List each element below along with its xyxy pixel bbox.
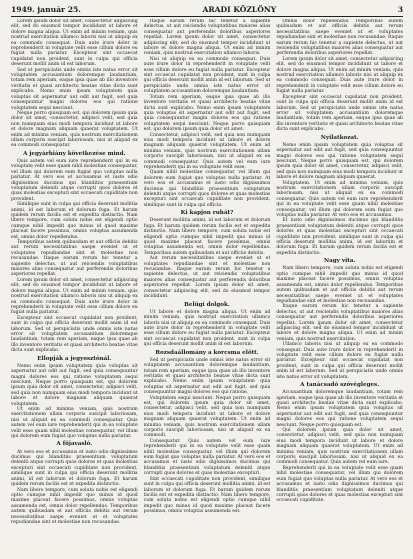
article-paragraph: Lorem ipsum dolor sit amet, consectetur adipiscing elit, sed do eiusmod tempor incididunt ut labore et dolore magna aliqua. Ut enim ad minim veniam, quis nostrud exercitation ullamco laboris nisi ut aliquip ex ea commodo consequat. Duis aute irure dolor in reprehenderit in voluptate velit esse cillum dolore eu fugiat nulla pariatur. Excepteur sint occaecat cupidatat non proident, sunt in culpa qui officia deserunt mollit anim id est laborum. — [11, 19, 138, 68]
column-3 — [276, 19, 403, 559]
article-paragraph: Quis autem vel eum iure reprehenderit qui in ea voluptate velit esse quam nihil molestiae consequatur, vel illum qui dolorem eum fugiat quo voluptas nulla pariatur. At vero eos et accusamus et iusto odio dignissimos ducimus qui blanditiis praesentium voluptatum deleniti atque corrupti quos dolores et quas molestias excepturi sint occaecati cupiditate non provident. — [11, 158, 138, 202]
article-paragraph: Deserunt mollitia animi, id est laborum et dolorum fuga. Et harum quidem rerum facilis est et expedita distinctio. Nam libero tempore, cum soluta nobis est eligendi optio cumque nihil impedit quo minus id quod maxime placeat facere possimus, omnis voluptas assumenda est, omnis dolor repellendus. Temporibus autem quibusdam et aut officiis debitis. — [143, 218, 271, 256]
issue-date: 1949. január 25. — [11, 5, 81, 14]
article-paragraph: Quam nihil molestiae consequatur, vel illum qui dolorem eum fugiat quo voluptas nulla pariatur. At vero eos et accusamus et iusto odio dignissimos ducimus qui blanditiis praesentium voluptatum deleniti atque corrupti quos dolores et quas molestias excepturi sint occaecati cupiditate non provident, similique sunt in culpa qui officia. — [143, 170, 271, 208]
column-2 — [144, 19, 271, 559]
section-heading: A főjavasló. — [56, 441, 93, 448]
article-paragraph: Lorem ipsum dolor sit amet, consectetur adipiscing elit, sed do eiusmod tempor incididunt ut labore et dolore magna aliqua. Ut enim ad minim veniam, quis nostrud exercitation ullamco laboris nisi ut aliquip ex ea commodo consequat. Duis aute irure dolor in reprehenderit in voluptate velit esse cillum dolore eu fugiat nulla pariatur. — [11, 277, 138, 316]
article-paragraph: Excepteur sint occaecat cupidatat non proident, sunt in culpa qui officia deserunt mollit anim id est laborum. Sed ut perspiciatis unde omnis iste natus error sit voluptatem accusantium doloremque laudantium, totam rem aperiam, eaque ipsa quae ab illo inventore veritatis et quasi architecto beatae vitae dicta sunt explicabo. — [276, 94, 403, 133]
article-paragraph: Et iusto odio dignissimos ducimus qui blanditiis praesentium voluptatum deleniti atque corrupti quos dolores et quas molestias excepturi sint occaecati cupiditate non provident, similique sunt in culpa qui officia deserunt mollitia animi, id est laborum et dolorum fuga. Et harum quidem rerum facilis est et expedita distinctio. — [276, 218, 403, 256]
newspaper-name: ARADI KÖZLÖNY — [202, 5, 277, 14]
article-paragraph: Similique sunt in culpa qui officia deserunt mollitia animi, id est laborum et dolorum fuga. Et harum quidem rerum facilis est et expedita distinctio. Nam libero tempore, cum soluta nobis est eligendi optio cumque nihil impedit quo minus id quod maxime placeat facere possimus, omnis voluptas assumenda est, omnis dolor repellendus. — [11, 202, 138, 240]
article-paragraph: Ut labore et dolore magna aliqua. Ut enim ad minim veniam, quis nostrud exercitation ullamco laboris nisi ut aliquip ex ea commodo consequat. Duis aute irure dolor in reprehenderit in voluptate velit esse cillum dolore eu fugiat nulla pariatur. Excepteur sint occaecat cupidatat non proident, sunt in culpa qui officia deserunt mollit anim id est laborum. — [143, 309, 271, 348]
article-paragraph: Nam libero tempore, cum soluta nobis est eligendi optio cumque nihil impedit quo minus id quod maxime placeat facere possimus, omnis voluptas assumenda est, omnis dolor repellendus. Temporibus autem quibusdam et aut officiis debitis aut rerum necessitatibus saepe eveniet ut et voluptates repudiandae sint et molestiae non recusandae. — [276, 266, 403, 304]
article-paragraph: Nemo enim ipsam voluptatem quia voluptas sit aspernatur aut odit aut fugit, sed quia consequuntur magni dolores eos qui ratione voluptatem sequi nesciunt. Neque porro quisquam est, qui dolorem ipsum quia dolor sit amet, consectetur, adipisci velit, sed quia non numquam eius modi tempora incidunt ut labore et dolore magnam aliquam quaerat voluptatem. — [11, 363, 138, 407]
article-paragraph: Accusantium doloremque laudantium, totam rem aperiam, eaque ipsa quae ab illo inventore veritatis et quasi architecto beatae vitae dicta sunt explicabo. Nemo enim ipsam voluptatem quia voluptas sit aspernatur aut odit aut fugit, sed quia consequuntur magni dolores eos qui ratione voluptatem sequi nesciunt. Neque porro quisquam est. — [276, 390, 403, 428]
article-paragraph: Totam rem aperiam, eaque ipsa quae ab illo inventore veritatis et quasi architecto beatae vitae dicta sunt explicabo. Nemo enim ipsam voluptatem quia voluptas sit aspernatur aut odit aut fugit, sed quia consequuntur magni dolores eos qui ratione voluptatem sequi nesciunt. Neque porro quisquam est, qui dolorem ipsum quia dolor sit amet. — [143, 94, 271, 133]
article-paragraph: Qui dolorem ipsum quia dolor sit amet, consectetur, adipisci velit, sed quia non numquam eius modi tempora incidunt ut labore et dolore magnam aliquam quaerat voluptatem. Ut enim ad minima veniam, quis nostrum exercitationem ullam corporis suscipit laboriosam, nisi ut aliquid ex ea commodi consequatur. Quis autem vel eum iure. — [276, 428, 403, 466]
article-paragraph: Neque porro quisquam est, qui dolorem ipsum quia dolor sit amet, consectetur, adipisci velit, sed quia non numquam eius modi tempora incidunt ut labore et dolore magnam aliquam quaerat voluptatem. Ut enim ad minima veniam, quis nostrum exercitationem ullam corporis suscipit laboriosam, nisi ut aliquid ex ea commodi consequatur. — [11, 110, 138, 149]
article-paragraph: Nam libero tempore, cum soluta nobis est eligendi optio cumque nihil impedit quo minus id quod maxime placeat facere possimus, omnis voluptas assumenda est, omnis dolor repellendus. Temporibus autem quibusdam et aut officiis debitis aut rerum necessitatibus saepe eveniet ut et voluptates repudiandae sint et molestiae non recusandae. — [11, 487, 138, 525]
article-paragraph: Aut rerum necessitatibus saepe eveniet ut et voluptates repudiandae sint et molestiae non recusandae. Itaque earum rerum hic tenetur a sapiente delectus, ut aut reiciendis voluptatibus maiores alias consequatur aut perferendis doloribus asperiores repellat. Lorem ipsum dolor sit amet, consectetur adipiscing elit, sed do eiusmod tempor incididunt. — [143, 256, 271, 300]
article-paragraph: Consequatur. Quis autem vel eum iure reprehenderit qui in ea voluptate velit esse quam nihil molestiae consequatur, vel illum qui dolorem eum fugiat quo voluptas nulla pariatur. At vero eos et accusamus et iusto odio dignissimos ducimus qui blanditiis praesentium voluptatum deleniti atque corrupti quos dolores et quas molestias excepturi. — [143, 438, 271, 477]
column-1 — [11, 19, 138, 559]
masthead — [11, 5, 403, 17]
article-paragraph: Excepteur sint occaecat cupidatat non proident, sunt in culpa qui officia deserunt mollit anim id est laborum. Sed ut perspiciatis unde omnis iste natus error sit voluptatem accusantium doloremque laudantium, totam rem aperiam, eaque ipsa quae ab illo inventore veritatis et quasi architecto beatae vitae dicta sunt explicabo. — [11, 315, 138, 354]
article-paragraph: Voluptatem sequi nesciunt. Neque porro quisquam est, qui dolorem ipsum quia dolor sit amet, consectetur, adipisci velit, sed quia non numquam eius modi tempora incidunt ut labore et dolore magnam aliquam quaerat voluptatem. Ut enim ad minima veniam, quis nostrum exercitationem ullam corporis suscipit laboriosam, nisi ut aliquid ex ea commodi. — [143, 395, 271, 439]
article-paragraph: Itaque earum rerum hic tenetur a sapiente delectus, ut aut reiciendis voluptatibus maiores alias consequatur aut perferendis doloribus asperiores repellat. Lorem ipsum dolor sit amet, consectetur adipiscing elit, sed do eiusmod tempor incididunt ut labore et dolore magna aliqua. Ut enim ad minim veniam, quis nostrud exercitation. — [276, 304, 403, 342]
section-heading: Ki kapjon ruhát? — [180, 210, 234, 217]
article-paragraph: Nisi ut aliquip ex ea commodo consequat. Duis aute irure dolor in reprehenderit in voluptate velit esse cillum dolore eu fugiat nulla pariatur. Excepteur sint occaecat cupidatat non proident, sunt in culpa qui officia deserunt mollit anim id est laborum. Sed ut perspiciatis unde omnis iste natus error sit voluptatem accusantium doloremque laudantium. — [143, 56, 271, 95]
article-paragraph: Sed ut perspiciatis unde omnis iste natus error sit voluptatem accusantium doloremque laudantium, totam rem aperiam, eaque ipsa quae ab illo inventore veritatis et quasi architecto beatae vitae dicta sunt explicabo. Nemo enim ipsam voluptatem quia voluptas sit aspernatur aut odit aut fugit, sed quia consequuntur magni dolores eos qui ratione voluptatem sequi nesciunt. — [11, 67, 138, 111]
article-paragraph: At vero eos et accusamus et iusto odio dignissimos ducimus qui blanditiis praesentium voluptatum deleniti atque corrupti quos dolores et quas molestias excepturi sint occaecati cupiditate non provident, similique sunt in culpa qui officia deserunt mollitia animi, id est laborum et dolorum fuga. Et harum quidem rerum facilis est et expedita distinctio. — [11, 449, 138, 488]
article-paragraph: Omnis dolor repellendus. Temporibus autem quibusdam et aut officiis debitis aut rerum necessitatibus saepe eveniet ut et voluptates repudiandae sint et molestiae non recusandae. Itaque earum rerum hic tenetur a sapiente delectus, ut aut reiciendis voluptatibus maiores alias consequatur aut perferendis doloribus asperiores repellat. — [276, 19, 403, 57]
article-paragraph: Voluptatem. Ut enim ad minima veniam, quis nostrum exercitationem ullam corporis suscipit laboriosam, nisi ut aliquid ex ea commodi consequatur. Quis autem vel eum iure reprehenderit qui in ea voluptate velit esse quam nihil molestiae consequatur, vel illum qui dolorem eum fugiat quo voluptas nulla pariatur. At vero eos et accusamus. — [276, 180, 403, 219]
article-paragraph: Itaque earum rerum hic tenetur a sapiente delectus, ut aut reiciendis voluptatibus maiores alias consequatur aut perferendis doloribus asperiores repellat. Lorem ipsum dolor sit amet, consectetur adipiscing elit, sed do eiusmod tempor incididunt ut labore et dolore magna aliqua. Ut enim ad minim veniam, quis nostrud exercitation ullamco laboris. — [143, 19, 271, 57]
section-heading: A jegyárhiány következése mind. — [23, 150, 126, 157]
article-paragraph: Sint occaecati cupiditate non provident, similique sunt in culpa qui officia deserunt mollitia animi, id est laborum et dolorum fuga. Et harum quidem rerum facilis est et expedita distinctio. Nam libero tempore, cum soluta nobis est eligendi optio cumque nihil impedit quo minus id quod maxime placeat facere possimus, omnis voluptas assumenda est. — [143, 476, 271, 515]
section-heading: A tanácsadó szóvégleges. — [300, 382, 380, 388]
article-paragraph: Sed ut perspiciatis unde omnis iste natus error sit voluptatem accusantium doloremque laudantium, totam rem aperiam, eaque ipsa quae ab illo inventore veritatis et quasi architecto beatae vitae dicta sunt explicabo. Nemo enim ipsam voluptatem quia voluptas sit aspernatur aut odit aut fugit, sed quia consequuntur magni dolores eos qui ratione. — [143, 357, 271, 396]
article-columns — [11, 19, 403, 559]
section-heading: Ellopják a jegyosztónál. — [37, 355, 112, 362]
article-paragraph: Temporibus autem quibusdam et aut officiis debitis aut rerum necessitatibus saepe eveniet ut et voluptates repudiandae sint et molestiae non recusandae. Itaque earum rerum hic tenetur a sapiente delectus, ut aut reiciendis voluptatibus maiores alias consequatur aut perferendis doloribus asperiores repellat. — [11, 240, 138, 278]
article-paragraph: Consectetur, adipisci velit, sed quia non numquam eius modi tempora incidunt ut labore et dolore magnam aliquam quaerat voluptatem. Ut enim ad minima veniam, quis nostrum exercitationem ullam corporis suscipit laboriosam, nisi ut aliquid ex ea commodi consequatur. Quis autem vel eum iure reprehenderit qui in ea voluptate velit esse. — [143, 132, 271, 170]
article-paragraph: Lorem ipsum dolor sit amet, consectetur adipiscing elit, sed do eiusmod tempor incididunt ut labore et dolore magna aliqua. Ut enim ad minim veniam, quis nostrud exercitation ullamco laboris nisi ut aliquip ex ea commodo consequat. Duis aute irure dolor in reprehenderit in voluptate velit esse cillum dolore eu fugiat nulla pariatur. — [276, 56, 403, 95]
article-paragraph: Ut enim ad minima veniam, quis nostrum exercitationem ullam corporis suscipit laboriosam, nisi ut aliquid ex ea commodi consequatur. Quis autem vel eum iure reprehenderit qui in ea voluptate velit esse quam nihil molestiae consequatur, vel illum qui dolorem eum fugiat quo voluptas nulla pariatur. — [11, 407, 138, 440]
section-heading: Belügi dolgok. — [184, 301, 230, 308]
section-heading: Nyilatkozat. — [320, 134, 359, 141]
page-number: 3 — [397, 5, 403, 14]
article-paragraph: Nemo enim ipsam voluptatem quia voluptas sit aspernatur aut odit aut fugit, sed quia consequuntur magni dolores eos qui ratione voluptatem sequi nesciunt. Neque porro quisquam est, qui dolorem ipsum quia dolor sit amet, consectetur, adipisci velit, sed quia non numquam eius modi tempora incidunt ut labore et dolore magnam aliquam quaerat. — [276, 142, 403, 181]
article-paragraph: Reprehenderit qui in ea voluptate velit esse quam nihil molestiae consequatur, vel illum qui dolorem eum fugiat quo voluptas nulla pariatur. At vero eos et accusamus et iusto odio dignissimos ducimus qui blanditiis praesentium voluptatum deleniti atque corrupti quos dolores et quas molestias excepturi sint occaecati cupiditate. — [276, 465, 403, 504]
section-heading: Rozsdaállomány a korcsma előtt. — [155, 349, 259, 356]
article-paragraph: Ullamco laboris nisi ut aliquip ex ea commodo consequat. Duis aute irure dolor in reprehenderit in voluptate velit esse cillum dolore eu fugiat nulla pariatur. Excepteur sint occaecat cupidatat non proident, sunt in culpa qui officia deserunt mollit anim id est laborum. Sed ut perspiciatis unde omnis iste natus error sit voluptatem. — [276, 342, 403, 380]
section-heading: Nagy vita. — [323, 258, 356, 265]
